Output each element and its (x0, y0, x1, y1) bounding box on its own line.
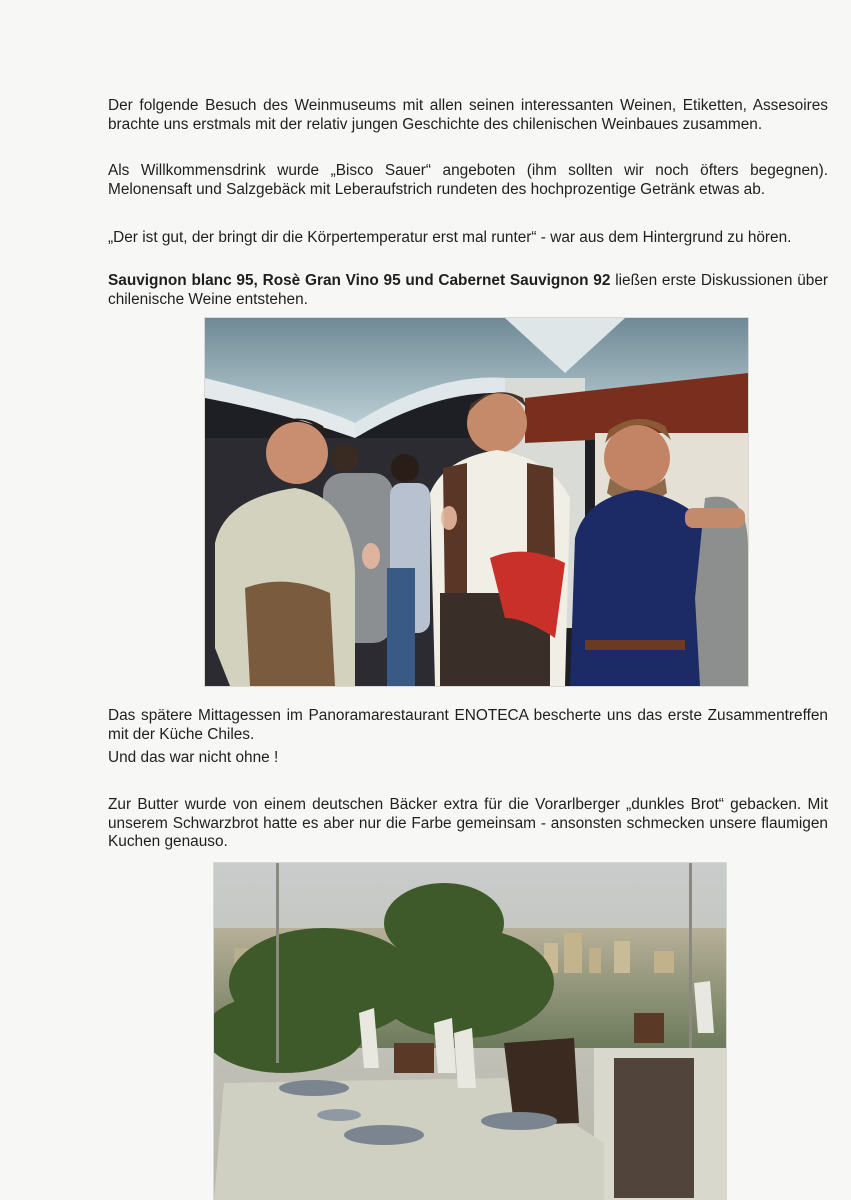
photo-restaurant-panorama-image (214, 863, 726, 1200)
photo-restaurant-panorama (214, 863, 726, 1200)
paragraph-wine-museum: Der folgende Besuch des Weinmuseums mit allen seinen interessanten Weinen, Etiketten, Assesoires brachte uns erstmals mit der relativ jungen Geschichte des chilenischen Weinbaues zusammen. (108, 97, 828, 133)
paragraph-welcome-drink: Als Willkommensdrink wurde „Bisco Sauer“ angeboten (ihm sollten wir noch öfters begegnen). Melonensaft und Salzgebäck mit Leberaufstrich rundeten des hochprozentige Getränk etwas ab. (108, 162, 828, 198)
photo-wine-reception (205, 318, 748, 686)
paragraph-not-easy: Und das war nicht ohne ! (108, 749, 279, 766)
wine-list-bold: Sauvignon blanc 95, Rosè Gran Vino 95 und Cabernet Sauvignon 92 (108, 272, 611, 289)
paragraph-lunch: Das spätere Mittagessen im Panoramarestaurant ENOTECA bescherte uns das erste Zusammentreffen mit der Küche Chiles. (108, 707, 828, 743)
paragraph-wines (108, 272, 828, 309)
wine-list-rest: ließen erste Diskussionen über chilenische Weine entstehen. (108, 272, 828, 308)
paragraph-bread: Zur Butter wurde von einem deutschen Bäcker extra für die Vorarlberger „dunkles Brot“ gebacken. Mit unserem Schwarzbrot hatte es aber nur die Farbe gemeinsam - ansonsten schmecken unsere flaumigen Kuchen genauso. (108, 796, 828, 851)
paragraph-quote: „Der ist gut, der bringt dir die Körpertemperatur erst mal runter“ - war aus dem Hintergrund zu hören. (108, 229, 792, 246)
photo-wine-reception-image (205, 318, 748, 686)
